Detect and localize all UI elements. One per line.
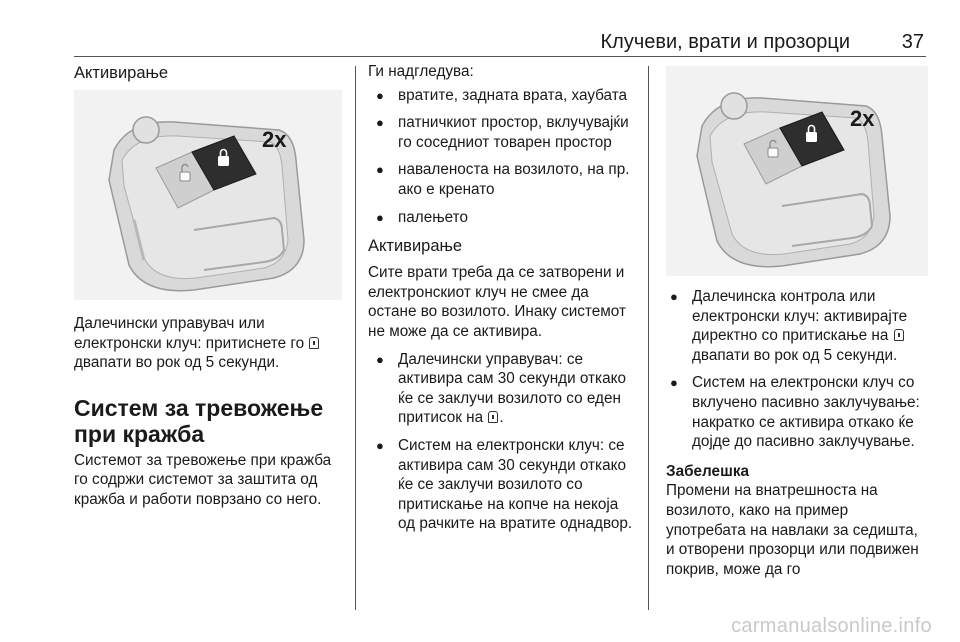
page-header bbox=[74, 30, 924, 56]
section-title: Систем за тревожење при кражба bbox=[74, 394, 324, 447]
list-item: ● Далечински управувач: се активира сам 30 секунди откако ќе се заклучи возилото со еден притисок на . bbox=[368, 350, 636, 428]
list-item: ● наваленоста на возилото, на пр. ако е кренато bbox=[368, 160, 636, 199]
monitored-list bbox=[368, 86, 636, 228]
list-item: ● Систем на електронски клуч со вклучено пасивно заклучување: накратко се активира откако ќе дојде до пасивно заклучување. bbox=[666, 373, 928, 451]
press-count-label: 2x bbox=[262, 127, 287, 152]
lock-button-icon bbox=[488, 411, 498, 423]
list-item: ● вратите, задната врата, хаубата bbox=[368, 86, 636, 106]
key-fob-illustration bbox=[666, 66, 928, 276]
section-heading: Активирање bbox=[74, 64, 169, 82]
press-count-label: 2x bbox=[850, 106, 875, 131]
paragraph: Далечински управувач или електронски клуч: притиснете го двапати во рок од 5 секунди. bbox=[74, 314, 342, 373]
paragraph: Системот за тревожење при кражба го содржи системот за заштита од кражба и работи поврзано со него. bbox=[74, 451, 332, 508]
column-2 bbox=[368, 62, 636, 542]
lock-button-icon bbox=[309, 337, 319, 349]
header-rule bbox=[74, 56, 926, 57]
key-fob-illustration bbox=[74, 90, 342, 300]
note-heading: Забелешка bbox=[666, 462, 749, 480]
note-text: Промени на внатрешноста на возилото, како на пример употребата на навлаки за седишта, и отворени прозорци или подвижен покрив, може да го bbox=[666, 482, 919, 578]
key-fob-drawing bbox=[666, 66, 928, 276]
list-item: ● палењето bbox=[368, 208, 636, 228]
watermark: carmanualsonline.info bbox=[731, 615, 932, 637]
column-3 bbox=[666, 287, 928, 579]
activation-list bbox=[368, 350, 636, 534]
paragraph: Сите врати треба да се затворени и електронскиот клуч не смее да остане во возилото. Инаку системот не може да се активира. bbox=[368, 264, 626, 340]
column-divider bbox=[355, 66, 356, 610]
column-1 bbox=[74, 62, 342, 510]
header-title: Клучеви, врати и прозорци bbox=[600, 31, 850, 53]
key-fob-drawing bbox=[74, 90, 342, 300]
list-item: ● патничкиот простор, вклучувајќи го соседниот товарен простор bbox=[368, 113, 636, 152]
list-item: ● Систем на електронски клуч: се активира сам 30 секунди откако ќе се заклучи возилото со притискање на копче на некоја од рачките на вратите однадвор. bbox=[368, 436, 636, 534]
list-item: ● Далечинска контрола или електронски клуч: активирајте директно со притискање на двапати во рок од 5 секунди. bbox=[666, 287, 928, 365]
activation-list bbox=[666, 287, 928, 452]
paragraph: Ги надгледува: bbox=[368, 63, 474, 80]
section-heading: Активирање bbox=[368, 237, 463, 256]
lock-button-icon bbox=[894, 329, 904, 341]
column-divider bbox=[648, 66, 649, 610]
page-number: 37 bbox=[901, 31, 924, 53]
